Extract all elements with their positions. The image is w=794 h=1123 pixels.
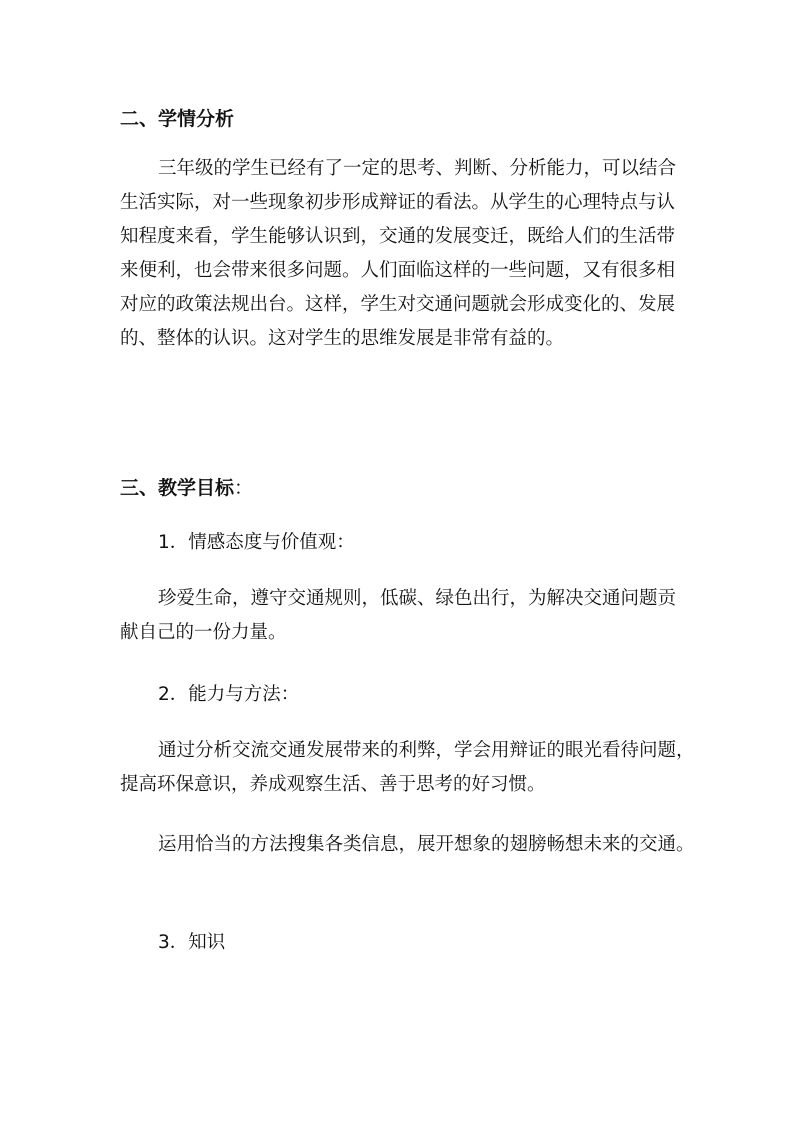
section-heading-learning-analysis: 二、学情分析	[120, 108, 235, 130]
goal-1-title: 1．情感态度与价值观：	[158, 532, 355, 553]
paragraph-line: 来便利，也会带来很多问题。人们面临这样的一些问题，又有很多相	[120, 260, 676, 281]
heading-colon: ：	[234, 477, 254, 499]
paragraph-line: 知程度来看，学生能够认识到，交通的发展变迁，既给人们的生活带	[120, 226, 676, 247]
section-heading-teaching-goals: 三、教学目标：	[120, 477, 254, 499]
paragraph-line: 提高环保意识，养成观察生活、善于思考的好习惯。	[120, 774, 546, 795]
paragraph-line: 珍爱生命，遵守交通规则，低碳、绿色出行，为解决交通问题贡	[158, 588, 677, 609]
paragraph-line: 生活实际，对一些现象初步形成辩证的看法。从学生的心理特点与认	[120, 192, 676, 213]
paragraph-line: 的、整体的认识。这对学生的思维发展是非常有益的。	[120, 328, 565, 349]
paragraph-line: 献自己的一份力量。	[120, 622, 287, 643]
learning-analysis-paragraph	[120, 152, 680, 356]
goal-3-title: 3．知识	[158, 932, 226, 953]
goal-2-title: 2．能力与方法：	[158, 684, 300, 705]
paragraph-line: 通过分析交流交通发展带来的利弊，学会用辩证的眼光看待问题，	[158, 740, 695, 761]
paragraph-line: 三年级的学生已经有了一定的思考、判断、分析能力，可以结合	[158, 158, 677, 179]
paragraph-line: 对应的政策法规出台。这样，学生对交通问题就会形成变化的、发展	[120, 294, 676, 315]
goal-1-paragraph	[120, 582, 680, 650]
goal-2-paragraph	[120, 734, 695, 802]
goal-2-extra-line: 运用恰当的方法搜集各类信息，展开想象的翅膀畅想未来的交通。	[158, 834, 695, 855]
